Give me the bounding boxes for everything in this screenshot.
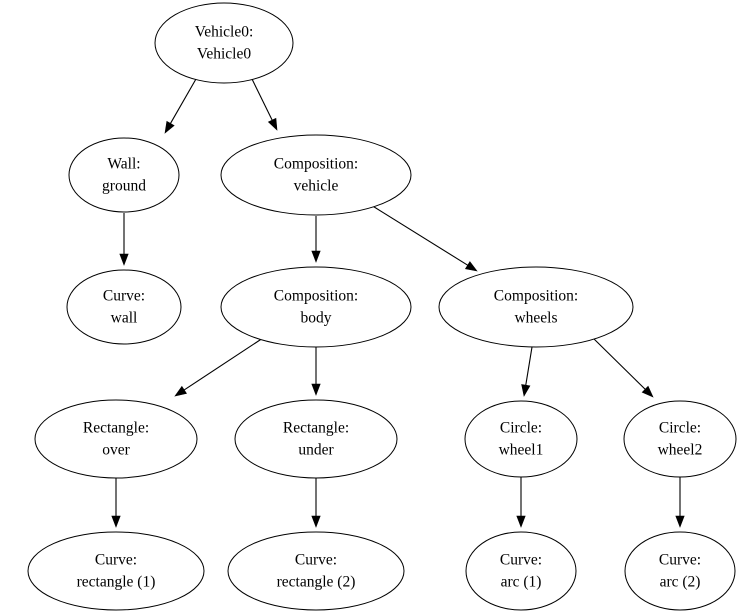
edge-line	[526, 347, 532, 385]
node-label-line2: ground	[102, 177, 146, 195]
graph-node-rectangle_under[interactable]	[235, 400, 397, 478]
edge-arrowhead-icon	[120, 254, 128, 265]
node-ellipse[interactable]	[221, 267, 411, 347]
edge-line	[170, 79, 196, 123]
graph-node-curve_wall[interactable]	[67, 270, 181, 344]
node-label-line1: Composition:	[273, 287, 359, 305]
graph-node-composition_body[interactable]	[221, 267, 411, 347]
graph-node-composition_wheels[interactable]	[439, 267, 633, 347]
graph-edge	[371, 205, 477, 271]
edge-arrowhead-icon	[312, 516, 320, 527]
graph-edge	[312, 347, 320, 395]
graph-edge	[112, 478, 120, 527]
graph-node-circle_wheel2[interactable]	[624, 401, 736, 477]
graph-node-composition_vehicle[interactable]	[221, 135, 411, 215]
node-label-line2: rectangle (1)	[76, 573, 156, 591]
node-label-line2: arc (2)	[659, 573, 701, 591]
graph-node-rectangle_over[interactable]	[35, 400, 197, 478]
edge-arrowhead-icon	[522, 384, 530, 396]
node-label-line1: Curve:	[499, 551, 543, 569]
node-ellipse[interactable]	[465, 401, 577, 477]
edge-arrowhead-icon	[312, 251, 320, 262]
node-ellipse[interactable]	[69, 138, 179, 212]
nodes-layer	[28, 3, 736, 610]
node-ellipse[interactable]	[235, 400, 397, 478]
node-ellipse[interactable]	[35, 400, 197, 478]
node-ellipse[interactable]	[624, 401, 736, 477]
node-label-line1: Composition:	[273, 155, 359, 173]
node-ellipse[interactable]	[439, 267, 633, 347]
edge-arrowhead-icon	[165, 121, 174, 133]
graph-node-vehicle0[interactable]	[155, 3, 293, 83]
node-ellipse[interactable]	[155, 3, 293, 83]
node-label-line2: under	[298, 441, 334, 459]
node-label-line1: Curve:	[294, 551, 338, 569]
node-label-line2: body	[300, 309, 332, 327]
node-label-line2: wheels	[514, 309, 558, 327]
graph-node-circle_wheel1[interactable]	[465, 401, 577, 477]
node-label-line2: rectangle (2)	[276, 573, 356, 591]
graph-node-curve_rectangle1[interactable]	[28, 532, 204, 610]
edge-arrowhead-icon	[268, 118, 277, 130]
graph-edge	[252, 79, 277, 130]
edge-arrowhead-icon	[312, 384, 320, 395]
node-label-line1: Vehicle0:	[194, 23, 254, 41]
graph-edge	[120, 213, 128, 265]
node-ellipse[interactable]	[625, 532, 735, 610]
graph-node-wall_ground[interactable]	[69, 138, 179, 212]
node-ellipse[interactable]	[228, 532, 404, 610]
graph-edge	[522, 347, 532, 396]
node-label-line1: Composition:	[493, 287, 579, 305]
graph-node-curve_rectangle2[interactable]	[228, 532, 404, 610]
node-label-line1: Curve:	[102, 287, 146, 305]
node-ellipse[interactable]	[67, 270, 181, 344]
graph-edge	[312, 478, 320, 527]
graph-node-curve_arc2[interactable]	[625, 532, 735, 610]
node-label-line2: arc (1)	[500, 573, 542, 591]
edge-line	[184, 338, 263, 390]
edge-arrowhead-icon	[112, 516, 120, 527]
node-label-line2: wheel1	[498, 441, 544, 459]
node-label-line2: vehicle	[293, 177, 339, 195]
edge-line	[252, 79, 272, 120]
graph-edge	[676, 477, 684, 527]
node-label-line2: Vehicle0	[196, 45, 252, 63]
edge-line	[592, 337, 645, 389]
edge-arrowhead-icon	[676, 516, 684, 527]
node-label-line1: Rectangle:	[82, 419, 150, 437]
graph-edge	[165, 79, 196, 133]
graph-edge	[312, 216, 320, 262]
graph-edge	[517, 477, 525, 527]
edge-line	[371, 205, 468, 265]
node-ellipse[interactable]	[221, 135, 411, 215]
node-label-line1: Curve:	[658, 551, 702, 569]
node-label-line2: wall	[110, 309, 138, 327]
node-label-line1: Rectangle:	[282, 419, 350, 437]
graph-edge	[175, 338, 263, 396]
node-ellipse[interactable]	[28, 532, 204, 610]
node-label-line1: Wall:	[107, 155, 141, 173]
edge-arrowhead-icon	[465, 262, 477, 271]
graph-edge	[592, 337, 653, 397]
node-label-line1: Circle:	[658, 419, 702, 437]
node-label-line1: Circle:	[499, 419, 543, 437]
node-ellipse[interactable]	[466, 532, 576, 610]
edge-arrowhead-icon	[517, 516, 525, 527]
node-label-line2: over	[102, 441, 130, 459]
graph-node-curve_arc1[interactable]	[466, 532, 576, 610]
node-label-line2: wheel2	[657, 441, 703, 459]
node-label-line1: Curve:	[94, 551, 138, 569]
edge-arrowhead-icon	[175, 386, 186, 396]
